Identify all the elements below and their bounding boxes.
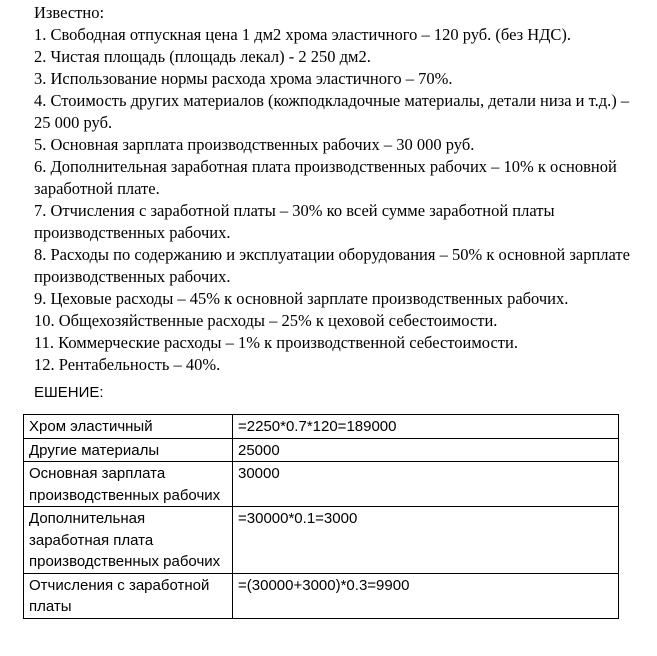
table-cell-label: Отчисления с заработной платы bbox=[24, 573, 233, 618]
table-cell-label: Хром эластичный bbox=[24, 415, 233, 439]
table-cell-value: =30000*0.1=3000 bbox=[233, 507, 619, 574]
known-item-12: 12. Рентабельность – 40%. bbox=[34, 355, 221, 374]
known-section bbox=[34, 2, 644, 376]
table-cell-label: Основная зарплата производственных рабочих bbox=[24, 462, 233, 507]
table-cell-value: =2250*0.7*120=189000 bbox=[233, 415, 619, 439]
known-item-4: 4. Стоимость других материалов (кожподкладочные материалы, детали низа и т.д.) – 25 000 руб. bbox=[34, 91, 630, 132]
known-item-1: 1. Свободная отпускная цена 1 дм2 хрома эластичного – 120 руб. (без НДС). bbox=[34, 25, 572, 44]
table-row bbox=[24, 438, 619, 462]
known-item-10: 10. Общехозяйственные расходы – 25% к цеховой себестоимости. bbox=[34, 311, 498, 330]
known-item-11: 11. Коммерческие расходы – 1% к производственной себестоимости. bbox=[34, 333, 518, 352]
known-heading: Известно: bbox=[34, 3, 105, 22]
known-item-8: 8. Расходы по содержанию и эксплуатации оборудования – 50% к основной зарплате производственных рабочих. bbox=[34, 245, 630, 286]
table-cell-label: Дополнительная заработная плата производственных рабочих bbox=[24, 507, 233, 574]
known-item-7: 7. Отчисления с заработной платы – 30% ко всей сумме заработной платы производственных рабочих. bbox=[34, 201, 555, 242]
table-cell-label: Другие материалы bbox=[24, 438, 233, 462]
known-item-2: 2. Чистая площадь (площадь лекал) - 2 250 дм2. bbox=[34, 47, 371, 66]
known-item-6: 6. Дополнительная заработная плата производственных рабочих – 10% к основной заработной плате. bbox=[34, 157, 617, 198]
known-item-5: 5. Основная зарплата производственных рабочих – 30 000 руб. bbox=[34, 135, 475, 154]
solution-heading: ЕШЕНИЕ: bbox=[34, 384, 104, 401]
table-cell-value: =(30000+3000)*0.3=9900 bbox=[233, 573, 619, 618]
table-row bbox=[24, 573, 619, 618]
table-row bbox=[24, 507, 619, 574]
table-row bbox=[24, 462, 619, 507]
table-cell-value: 25000 bbox=[233, 438, 619, 462]
table-cell-value: 30000 bbox=[233, 462, 619, 507]
known-item-9: 9. Цеховые расходы – 45% к основной зарплате производственных рабочих. bbox=[34, 289, 569, 308]
known-item-3: 3. Использование нормы расхода хрома эластичного – 70%. bbox=[34, 69, 453, 88]
table-row bbox=[24, 415, 619, 439]
solution-table bbox=[23, 414, 619, 619]
